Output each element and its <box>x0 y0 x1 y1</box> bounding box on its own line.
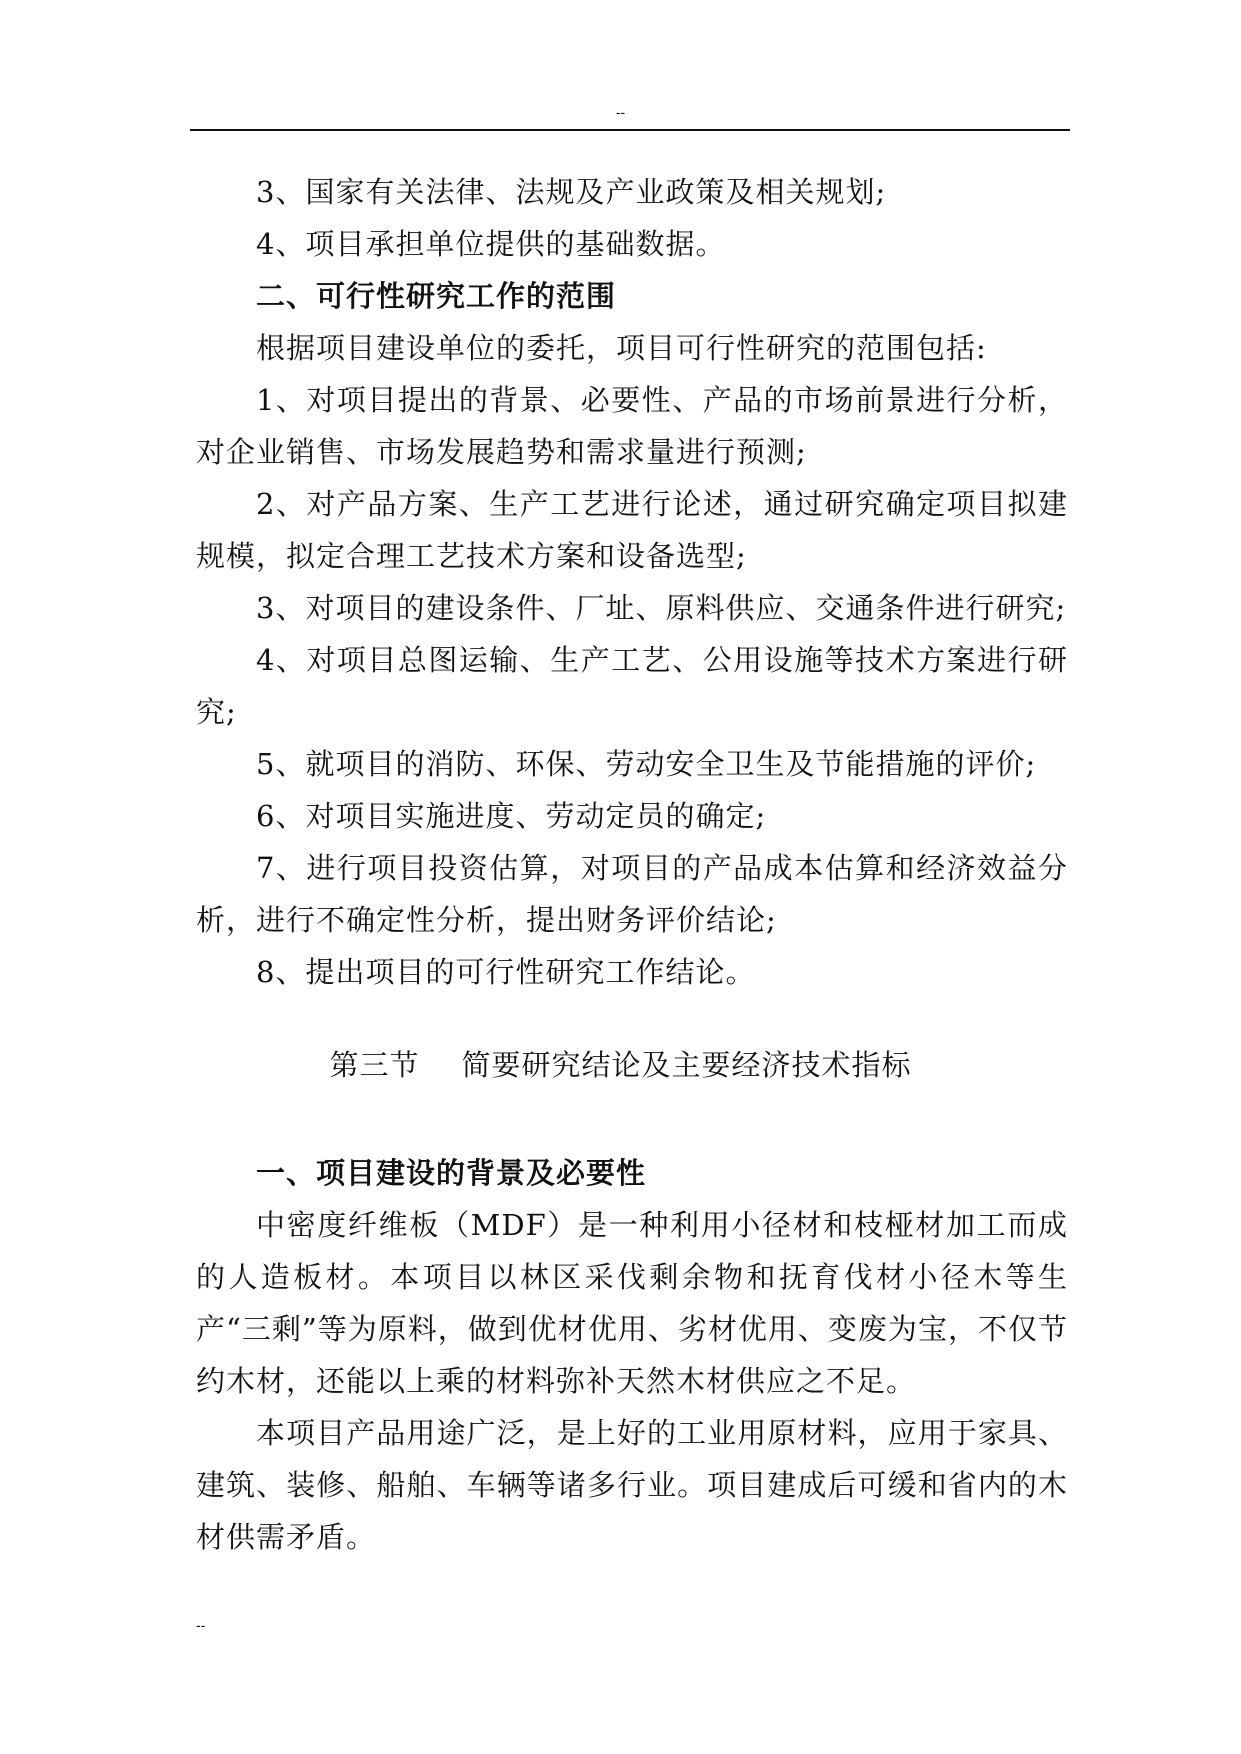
paragraph-scope-4: 4、对项目总图运输、生产工艺、公用设施等技术方案进行研究; <box>196 643 1068 729</box>
header-rule <box>190 129 1070 131</box>
page-footer-mark: -- <box>196 1617 206 1633</box>
heading-scope: 二、可行性研究工作的范围 <box>256 279 617 313</box>
paragraph-scope-3: 3、对项目的建设条件、厂址、原料供应、交通条件进行研究; <box>256 591 1067 625</box>
heading-background: 一、项目建设的背景及必要性 <box>256 1156 647 1190</box>
document-body-lower <box>196 1147 1068 1563</box>
paragraph-scope-2: 2、对产品方案、生产工艺进行论述，通过研究确定项目拟建规模，拟定合理工艺技术方案和设备选型; <box>196 487 1068 573</box>
section-number: 第三节 <box>329 1048 420 1082</box>
paragraph-scope-7: 7、进行项目投资估算，对项目的产品成本估算和经济效益分析，进行不确定性分析，提出财务评价结论; <box>196 851 1068 937</box>
paragraph-background-2: 本项目产品用途广泛，是上好的工业用原材料，应用于家具、建筑、装修、船舶、车辆等诸多行业。项目建成后可缓和省内的木材供需矛盾。 <box>196 1416 1068 1554</box>
paragraph-scope-5: 5、就项目的消防、环保、劳动安全卫生及节能措施的评价; <box>256 747 1037 781</box>
page-header-mark: -- <box>615 104 626 120</box>
document-body-upper <box>196 166 1068 998</box>
paragraph-scope-1: 1、对项目提出的背景、必要性、产品的市场前景进行分析，对企业销售、市场发展趋势和需求量进行预测; <box>196 383 1068 469</box>
paragraph-scope-intro: 根据项目建设单位的委托，项目可行性研究的范围包括: <box>256 331 987 365</box>
paragraph-scope-6: 6、对项目实施进度、劳动定员的确定; <box>256 799 767 833</box>
section-heading: 简要研究结论及主要经济技术指标 <box>461 1048 912 1082</box>
paragraph-scope-8: 8、提出项目的可行性研究工作结论。 <box>256 955 756 989</box>
section-title <box>0 1045 1241 1085</box>
paragraph-basis-4: 4、项目承担单位提供的基础数据。 <box>256 227 726 261</box>
paragraph-background-1: 中密度纤维板（MDF）是一种利用小径材和枝桠材加工而成的人造板材。本项目以林区采伐剩余物和抚育伐材小径木等生产“三剩”等为原料，做到优材优用、劣材优用、变废为宝，不仅节约木材，还能以上乘的材料弥补天然木材供应之不足。 <box>196 1208 1068 1398</box>
paragraph-basis-3: 3、国家有关法律、法规及产业政策及相关规划; <box>256 175 887 209</box>
